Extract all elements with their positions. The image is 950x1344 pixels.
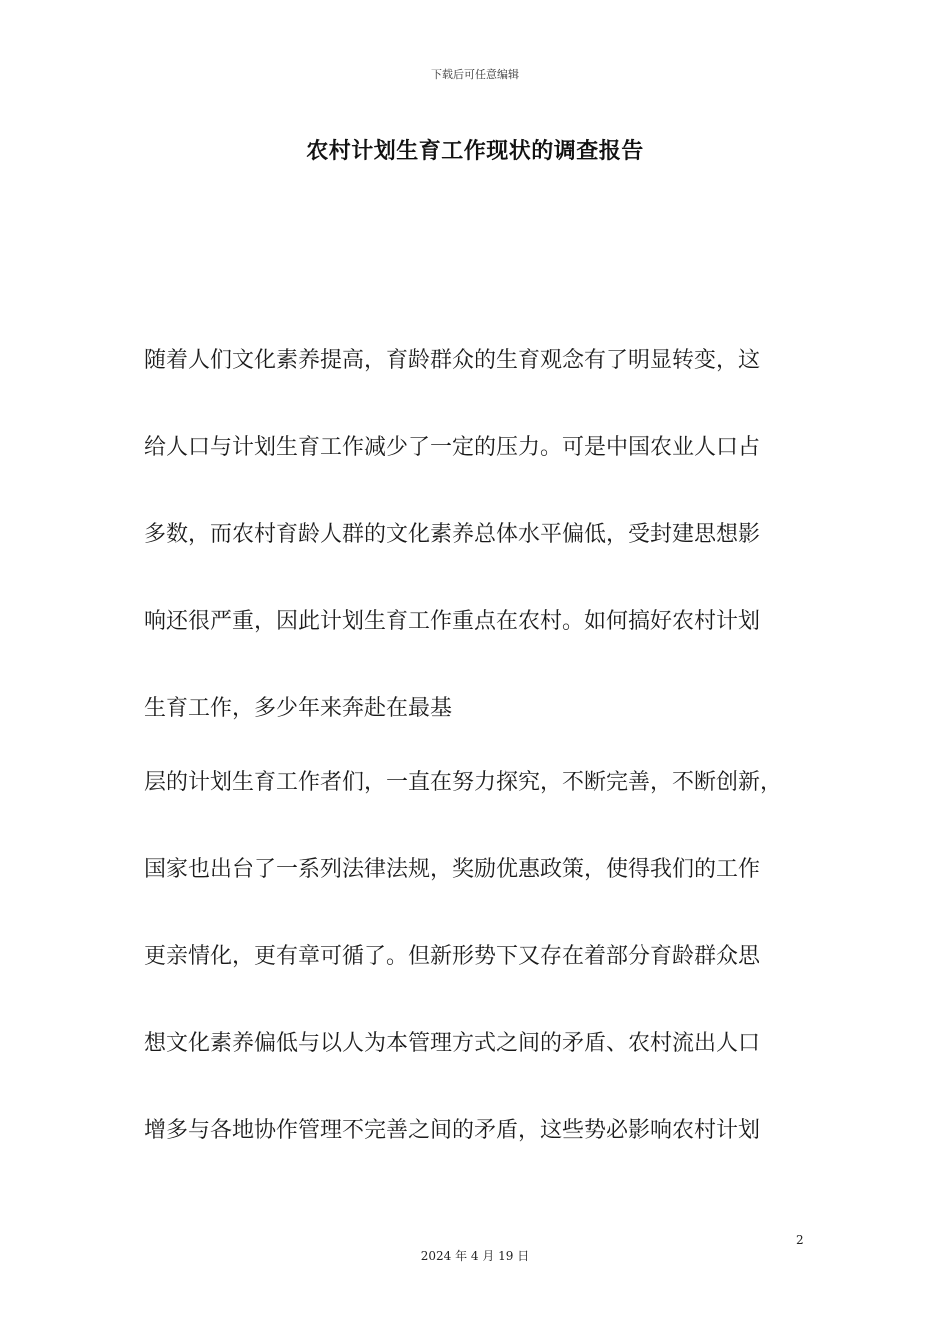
body-text-line: 生育工作，多少年来奔赴在最基 [144, 696, 453, 721]
body-text-line: 给人口与计划生育工作减少了一定的压力。可是中国农业人口占 [144, 435, 761, 460]
header-note: 下载后可任意编辑 [431, 68, 519, 81]
body-text-line: 国家也出台了一系列法律法规，奖励优惠政策，使得我们的工作 [144, 857, 761, 882]
footer-date: 2024 年 4 月 19 日 [420, 1249, 530, 1263]
body-text-line: 层的计划生育工作者们，一直在努力探究，不断完善，不断创新， [144, 770, 783, 795]
body-text-line: 多数，而农村育龄人群的文化素养总体水平偏低，受封建思想影 [144, 522, 761, 547]
document-title: 农村计划生育工作现状的调查报告 [306, 139, 644, 164]
body-text-line: 增多与各地协作管理不完善之间的矛盾，这些势必影响农村计划 [144, 1118, 761, 1143]
body-text-line: 想文化素养偏低与以人为本管理方式之间的矛盾、农村流出人口 [144, 1031, 761, 1056]
body-text-line: 响还很严重，因此计划生育工作重点在农村。如何搞好农村计划 [144, 609, 761, 634]
body-text-line: 随着人们文化素养提高，育龄群众的生育观念有了明显转变，这 [144, 348, 761, 373]
page-number: 2 [796, 1233, 804, 1247]
body-text-line: 更亲情化，更有章可循了。但新形势下又存在着部分育龄群众思 [144, 944, 761, 969]
